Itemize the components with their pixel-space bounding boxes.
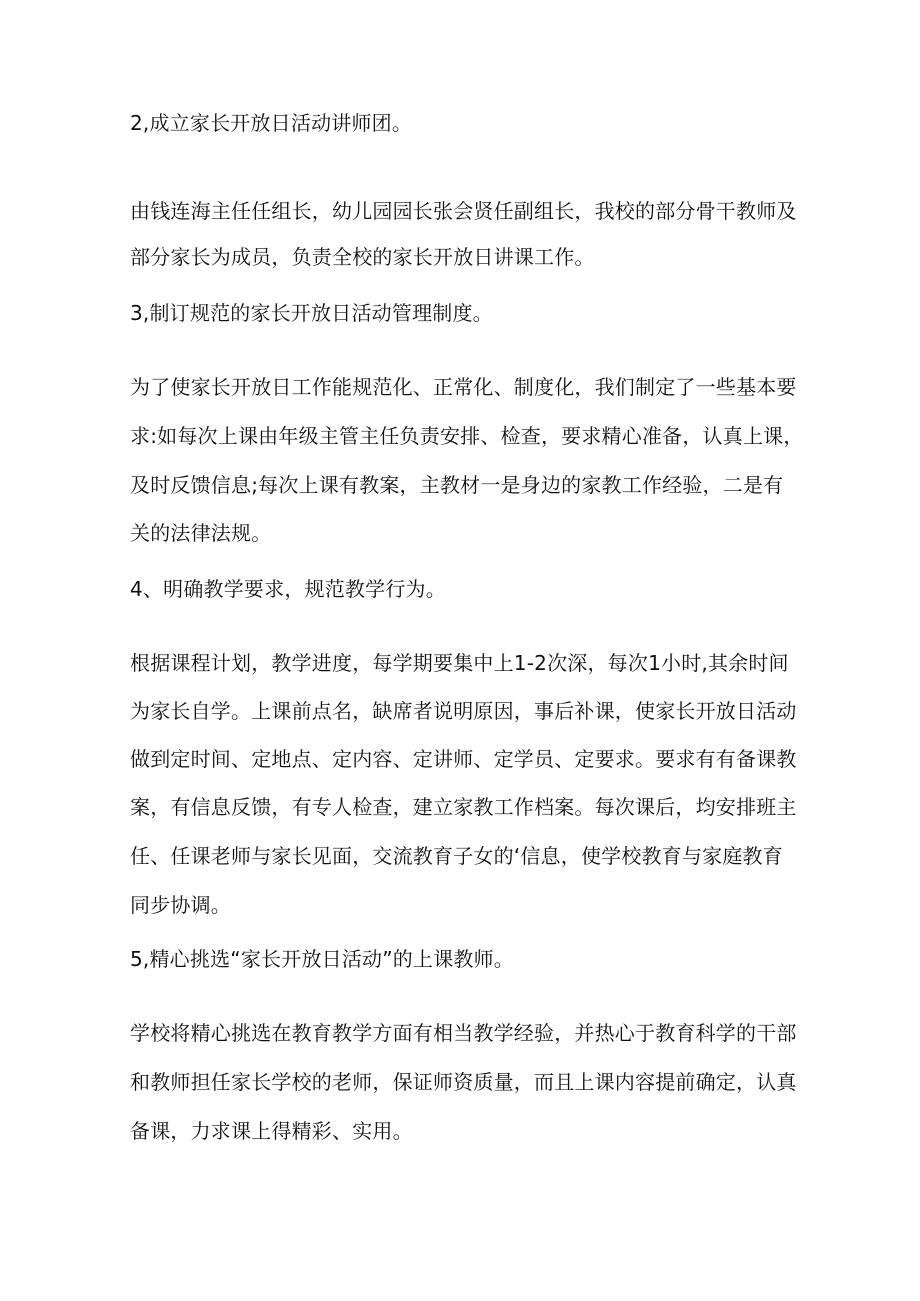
paragraph-line: 根据课程计划，教学进度，每学期要集中上1-2次深，每次1小时,其余时间 [130, 651, 789, 675]
paragraph-line: 部分家长为成员，负责全校的家长开放日讲课工作。 [130, 245, 595, 269]
heading-3: 3,制订规范的家长开放日活动管理制度。 [130, 301, 493, 325]
paragraph-line: 做到定时间、定地点、定内容、定讲师、定学员、定要求。要求有有备课教 [130, 747, 797, 771]
paragraph-line: 关的法律法规。 [130, 521, 272, 545]
paragraph-line: 同步协调。 [130, 893, 231, 917]
paragraph-line: 学校将精心挑选在教育教学方面有相当教学经验，并热心于教育科学的干部 [130, 1021, 797, 1045]
paragraph-line: 为了使家长开放日工作能规范化、正常化、制度化，我们制定了一些基本要 [130, 375, 797, 399]
heading-2: 2,成立家长开放日活动讲师团。 [130, 111, 413, 135]
paragraph-line: 备课，力求课上得精彩、实用。 [130, 1119, 413, 1143]
paragraph-line: 案，有信息反馈，有专人检查，建立家教工作档案。每次课后，均安排班主 [130, 795, 797, 819]
paragraph-line: 为家长自学。上课前点名，缺席者说明原因，事后补课，使家长开放日活动 [130, 699, 797, 723]
heading-5: 5,精心挑选“家长开放日活动”的上课教师。 [130, 947, 515, 971]
paragraph-line: 任、任课老师与家长见面，交流教育子女的‘信息，使学校教育与家庭教育 [130, 844, 783, 868]
paragraph-line: 和教师担任家长学校的老师，保证师资质量，而且上课内容提前确定，认真 [130, 1070, 797, 1094]
paragraph-line: 由钱连海主任任组长，幼儿园园长张会贤任副组长，我校的部分骨干教师及 [130, 199, 797, 223]
paragraph-line: 及时反馈信息;每次上课有教案，主教材一是身边的家教工作经验，二是有 [130, 473, 784, 497]
heading-4: 4、明确教学要求，规范教学行为。 [130, 577, 446, 601]
paragraph-line: 求:如每次上课由年级主管主任负责安排、检查，要求精心准备，认真上课， [130, 424, 804, 448]
